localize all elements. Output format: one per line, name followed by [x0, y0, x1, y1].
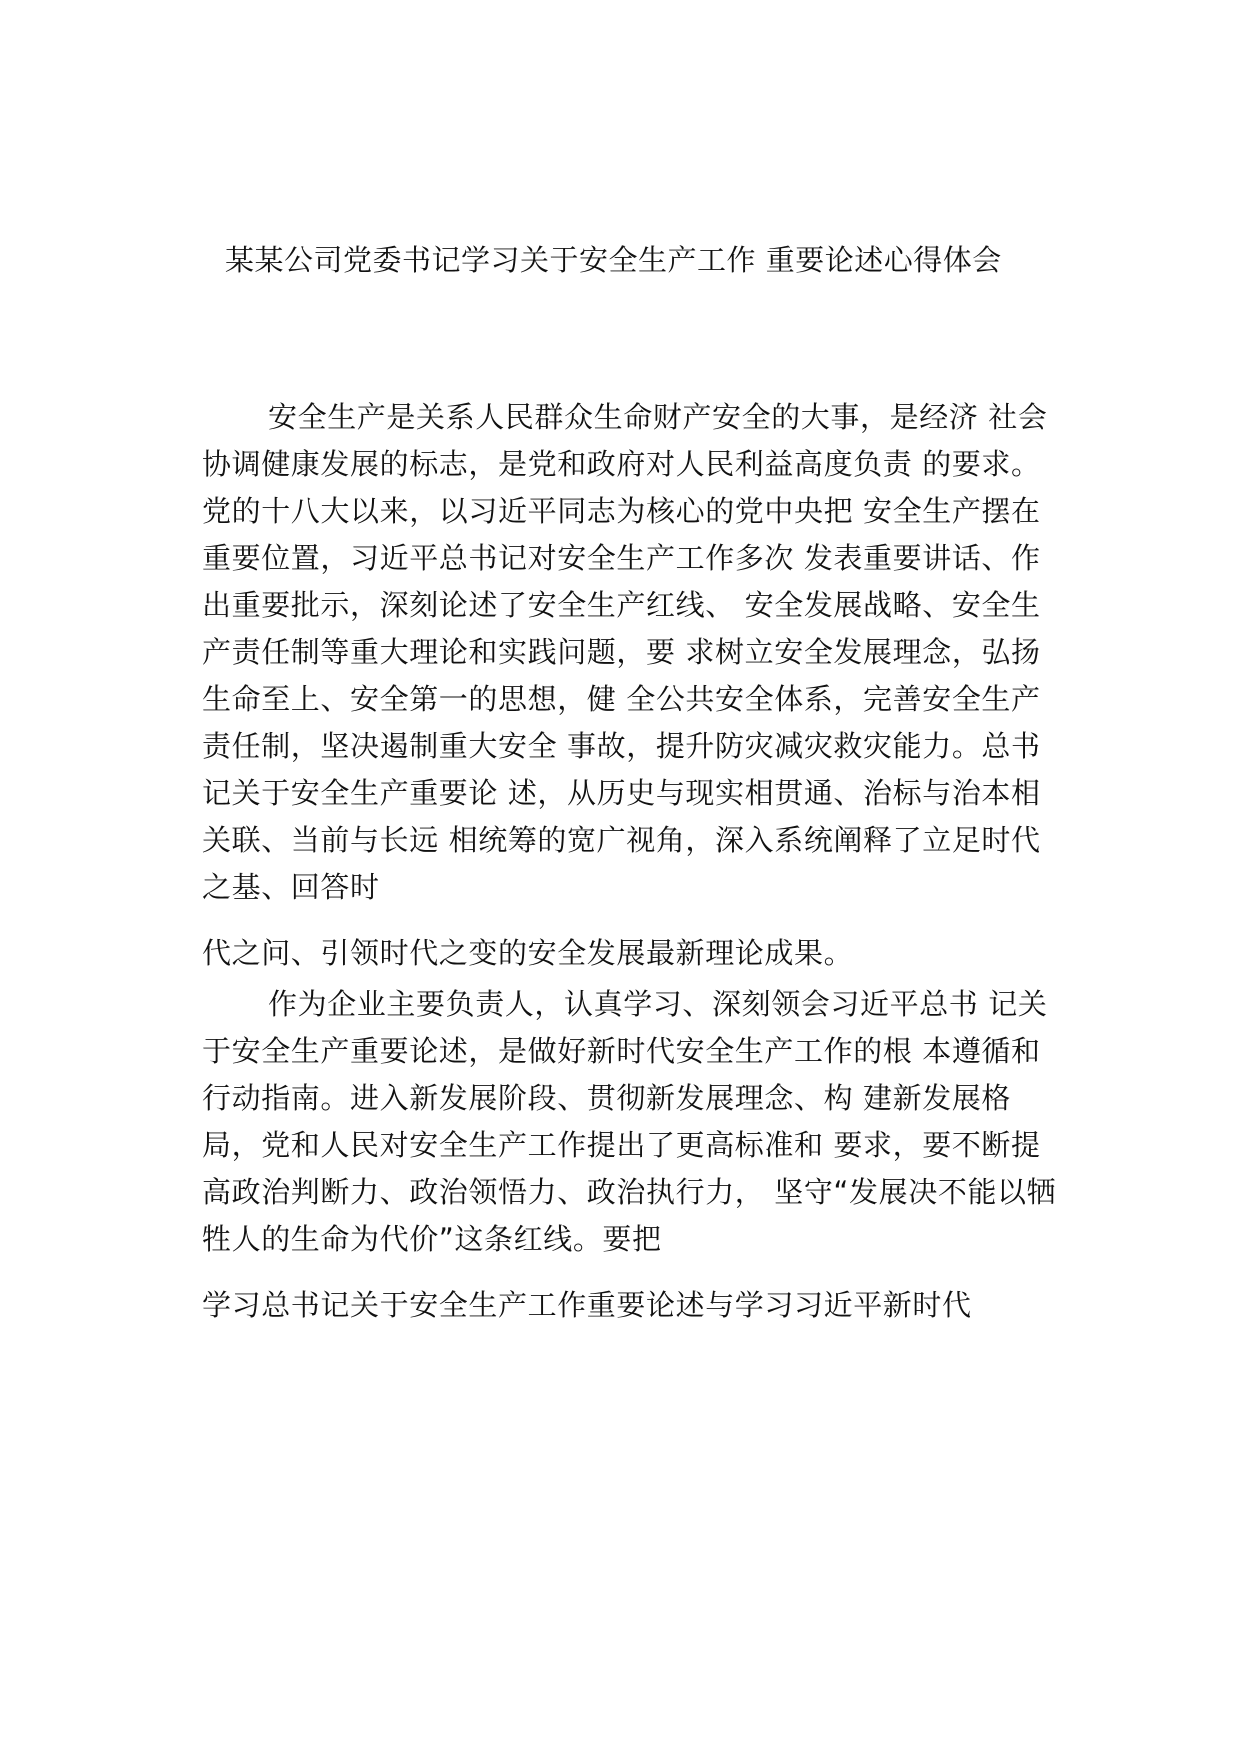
document-title: 某某公司党委书记学习关于安全生产工作 重要论述心得体会 [225, 243, 1002, 277]
paragraph-1-continued: 代之问、引领时代之变的安全发展最新理论成果。 [202, 936, 854, 970]
paragraph-3-line-1: 学习总书记关于安全生产工作重要论述与学习习近平新时代 [202, 1288, 972, 1322]
paragraph-1-line-3: 党的十八大以来，以习近平同志为核心的党中央把 安全生产摆在 [202, 494, 1041, 528]
paragraph-1-line-10: 关联、当前与长远 相统筹的宽广视角，深入系统阐释了立足时代 [202, 823, 1041, 857]
paragraph-2-line-6: 牲人的生命为代价”这条红线。要把 [202, 1222, 662, 1256]
paragraph-1-line-6: 产责任制等重大理论和实践问题，要 求树立安全发展理念，弘扬 [202, 635, 1041, 669]
paragraph-2-line-3: 行动指南。进入新发展阶段、贯彻新发展理念、构 建新发展格 [202, 1081, 1012, 1115]
paragraph-2-line-2: 于安全生产重要论述，是做好新时代安全生产工作的根 本遵循和 [202, 1034, 1041, 1068]
paragraph-1-line-4: 重要位置，习近平总书记对安全生产工作多次 发表重要讲话、作 [202, 541, 1041, 575]
paragraph-1-line-9: 记关于安全生产重要论 述，从历史与现实相贯通、治标与治本相 [202, 776, 1041, 810]
paragraph-2-line-4: 局，党和人民对安全生产工作提出了更高标准和 要求，要不断提 [202, 1128, 1041, 1162]
paragraph-2-line-5: 高政治判断力、政治领悟力、政治执行力， 坚守“发展决不能以牺 [202, 1175, 1057, 1209]
paragraph-1-line-2: 协调健康发展的标志，是党和政府对人民利益高度负责 的要求。 [202, 447, 1041, 481]
paragraph-1-line-7: 生命至上、安全第一的思想，健 全公共安全体系，完善安全生产 [202, 682, 1041, 716]
paragraph-1-line-8: 责任制，坚决遏制重大安全 事故，提升防灾减灾救灾能力。总书 [202, 729, 1041, 763]
paragraph-1-line-5: 出重要批示，深刻论述了安全生产红线、 安全发展战略、安全生 [202, 588, 1041, 622]
paragraph-1-line-1: 安全生产是关系人民群众生命财产安全的大事，是经济 社会 [268, 400, 1048, 434]
paragraph-2-line-1: 作为企业主要负责人，认真学习、深刻领会习近平总书 记关 [268, 987, 1048, 1021]
paragraph-1-line-11: 之基、回答时 [202, 870, 380, 904]
